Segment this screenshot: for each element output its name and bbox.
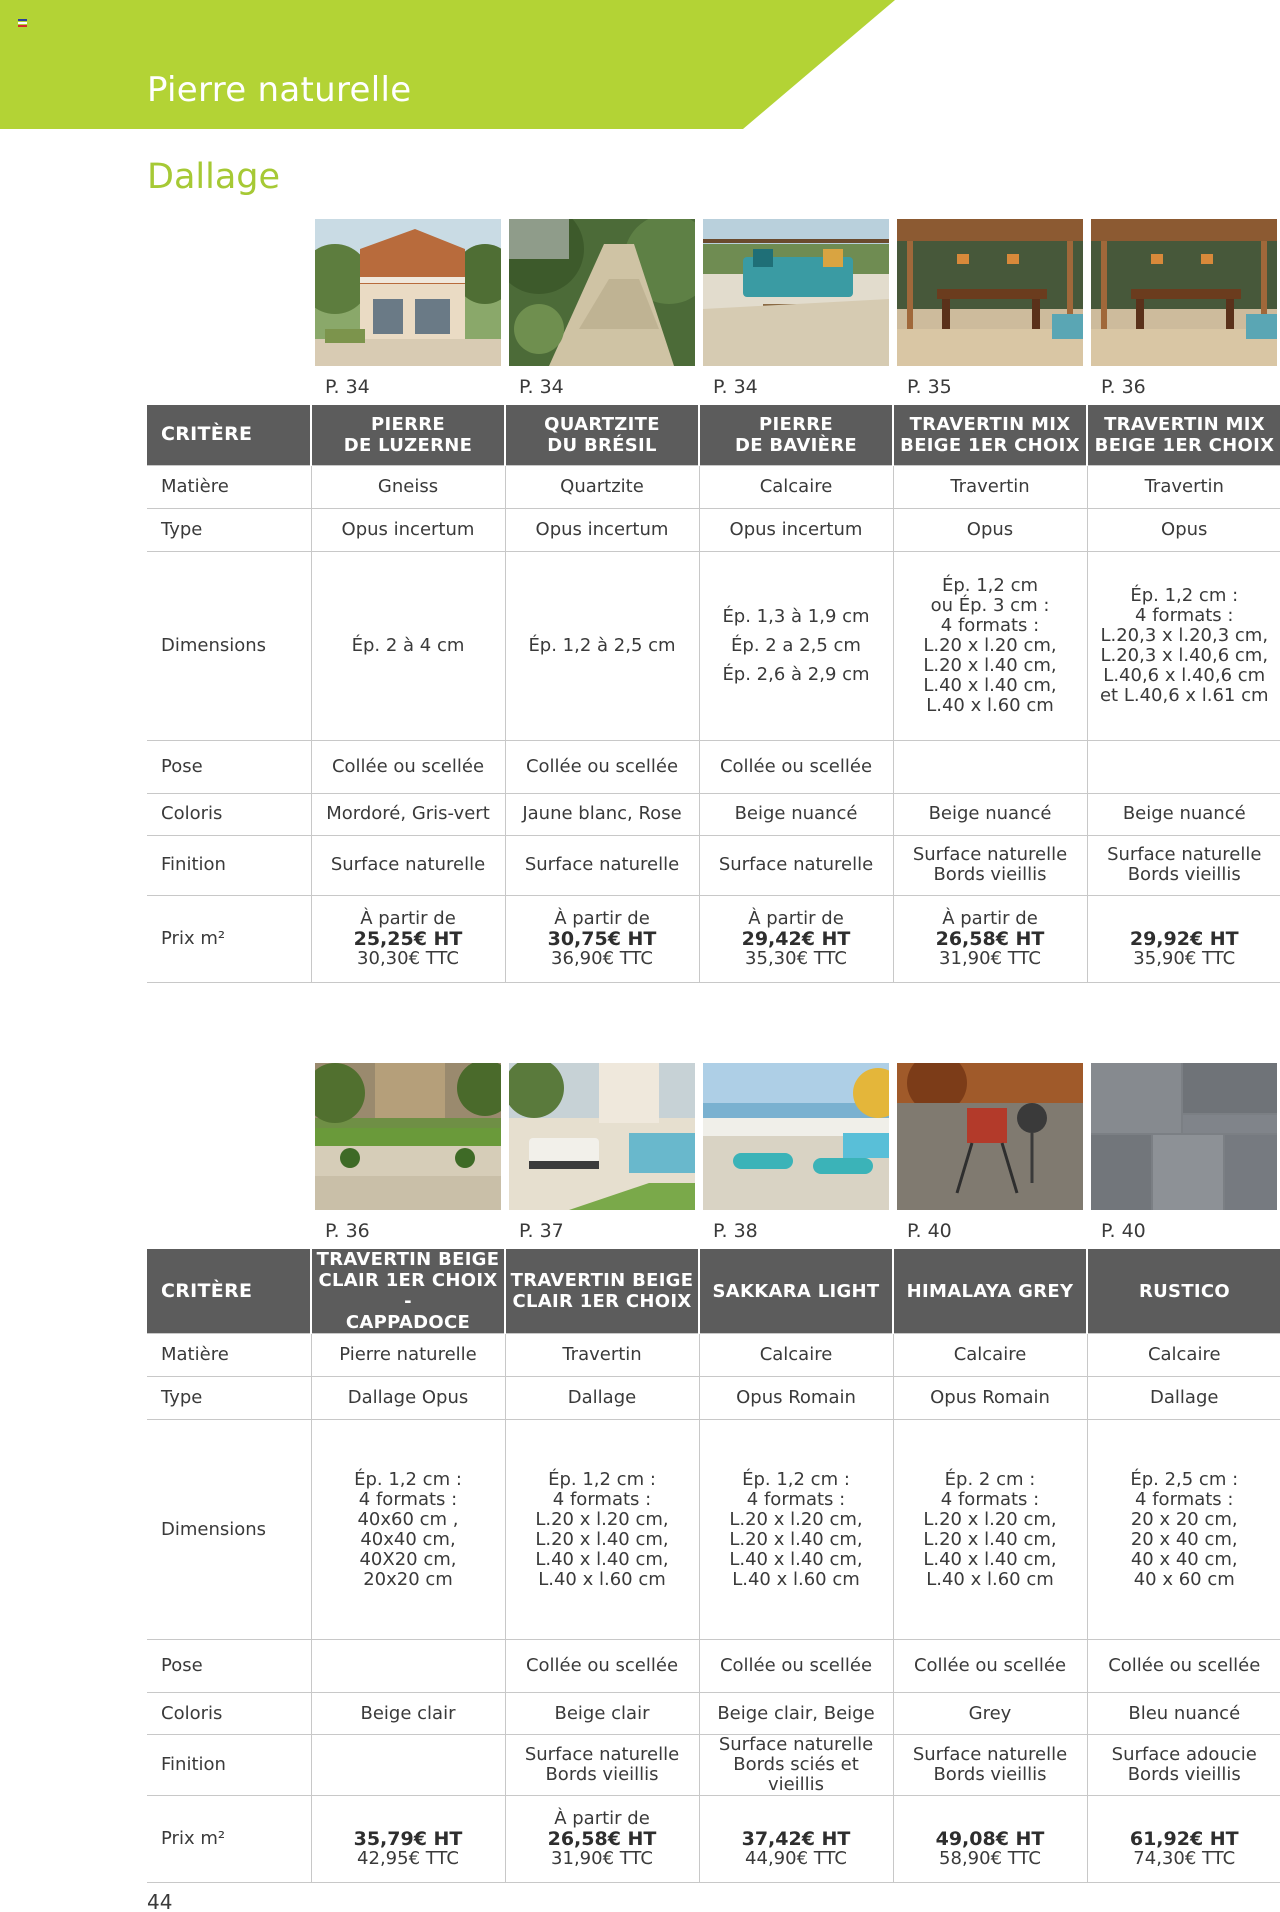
- product-header: PIERRE DE LUZERNE: [311, 405, 505, 465]
- photo-row-1: [147, 219, 1280, 366]
- table-cell: Dallage Opus: [311, 1377, 505, 1420]
- table-cell: Ép. 2 cm : 4 formats : L.20 x l.20 cm, L.20 x l.40 cm, L.40 x l.40 cm, L.40 x l.60 cm: [893, 1420, 1087, 1640]
- table-cell: Bleu nuancé: [1087, 1693, 1280, 1735]
- page-ref: P. 34: [325, 376, 370, 398]
- table-cell: Surface naturelle Bords vieillis: [505, 1735, 699, 1796]
- table-row-prix: [147, 895, 1280, 982]
- criteria-header: CRITÈRE: [147, 1249, 311, 1334]
- page-ref: P. 34: [713, 376, 758, 398]
- table-row-dimensions: [147, 551, 1280, 740]
- table-cell: Beige clair, Beige: [699, 1693, 893, 1735]
- price-cell: 35,79€ HT 42,95€ TTC: [311, 1796, 505, 1883]
- product-header: HIMALAYA GREY: [893, 1249, 1087, 1334]
- row-label: Coloris: [147, 793, 311, 835]
- product-header: PIERRE DE BAVIÈRE: [699, 405, 893, 465]
- table-cell: Surface adoucie Bords vieillis: [1087, 1735, 1280, 1796]
- table-cell: Beige nuancé: [699, 793, 893, 835]
- row-label: Prix m²: [147, 1796, 311, 1883]
- product-photo-garden-path: [509, 219, 695, 366]
- product-photo-terrace-sofa: [703, 219, 889, 366]
- row-label: Matière: [147, 1334, 311, 1377]
- row-label: Type: [147, 508, 311, 551]
- table-cell: Beige clair: [311, 1693, 505, 1735]
- row-label: Matière: [147, 465, 311, 508]
- table-cell: Calcaire: [699, 465, 893, 508]
- price-cell: À partir de 25,25€ HT 30,30€ TTC: [311, 895, 505, 982]
- table-cell: Collée ou scellée: [311, 740, 505, 793]
- table-cell: Calcaire: [893, 1334, 1087, 1377]
- table-header-row: [147, 1249, 1280, 1334]
- table-cell: Ép. 1,2 cm ou Ép. 3 cm : 4 formats : L.20 x l.20 cm, L.20 x l.40 cm, L.40 x l.40 cm, L.40 x l.60 cm: [893, 551, 1087, 740]
- table-cell: Ép. 1,2 cm : 4 formats : L.20 x l.20 cm, L.20 x l.40 cm, L.40 x l.40 cm, L.40 x l.60 cm: [699, 1420, 893, 1640]
- table-cell: Ép. 1,3 à 1,9 cm Ép. 2 a 2,5 cm Ép. 2,6 à 2,9 cm: [699, 551, 893, 740]
- table-cell: Surface naturelle Bords vieillis: [1087, 835, 1280, 895]
- product-photo-patio-chairs: [897, 1063, 1083, 1210]
- product-header: RUSTICO: [1087, 1249, 1280, 1334]
- table-row-prix: [147, 1796, 1280, 1883]
- table-cell: [893, 740, 1087, 793]
- page-ref: P. 37: [519, 1220, 564, 1242]
- product-photo-grey-stone: [1091, 1063, 1277, 1210]
- table-cell: Beige nuancé: [1087, 793, 1280, 835]
- table-row-type: [147, 1377, 1280, 1420]
- table-cell: Collée ou scellée: [699, 740, 893, 793]
- table-cell: Collée ou scellée: [505, 740, 699, 793]
- table-cell: Collée ou scellée: [893, 1640, 1087, 1693]
- table-header-row: [147, 405, 1280, 465]
- section-title: Pierre naturelle: [147, 70, 412, 110]
- table-cell: Opus: [1087, 508, 1280, 551]
- table-cell: Beige clair: [505, 1693, 699, 1735]
- row-label: Prix m²: [147, 895, 311, 982]
- row-label: Type: [147, 1377, 311, 1420]
- row-label: Coloris: [147, 1693, 311, 1735]
- product-block-1: [147, 219, 1280, 969]
- product-header: QUARTZITE DU BRÉSIL: [505, 405, 699, 465]
- page-ref: P. 40: [907, 1220, 952, 1242]
- row-label: Finition: [147, 835, 311, 895]
- product-photo-garden-wall: [315, 1063, 501, 1210]
- page-ref: P. 36: [1101, 376, 1146, 398]
- table-cell: Collée ou scellée: [1087, 1640, 1280, 1693]
- product-photo-house-balcony: [315, 219, 501, 366]
- product-photo-pergola-dining: [897, 219, 1083, 366]
- table-cell: Grey: [893, 1693, 1087, 1735]
- product-header: TRAVERTIN BEIGE CLAIR 1ER CHOIX - CAPPADOCE: [311, 1249, 505, 1334]
- page-ref: P. 36: [325, 1220, 370, 1242]
- table-cell: Ép. 1,2 cm : 4 formats : L.20,3 x l.20,3 cm, L.20,3 x l.40,6 cm, L.40,6 x l.40,6 cm et L.40,6 x l.61 cm: [1087, 551, 1280, 740]
- table-cell: Opus incertum: [311, 508, 505, 551]
- price-cell: À partir de 26,58€ HT 31,90€ TTC: [505, 1796, 699, 1883]
- table-cell: [311, 1735, 505, 1796]
- header-band: [0, 0, 895, 129]
- price-cell: 29,92€ HT 35,90€ TTC: [1087, 895, 1280, 982]
- table-row-coloris: [147, 1693, 1280, 1735]
- table-row-dimensions: [147, 1420, 1280, 1640]
- table-cell: Ép. 2 à 4 cm: [311, 551, 505, 740]
- product-header: TRAVERTIN MIX BEIGE 1ER CHOIX: [1087, 405, 1280, 465]
- table-row-coloris: [147, 793, 1280, 835]
- product-photo-poolside-lounge: [509, 1063, 695, 1210]
- price-cell: À partir de 30,75€ HT 36,90€ TTC: [505, 895, 699, 982]
- table-cell: Ép. 2,5 cm : 4 formats : 20 x 20 cm, 20 x 40 cm, 40 x 40 cm, 40 x 60 cm: [1087, 1420, 1280, 1640]
- table-cell: Calcaire: [1087, 1334, 1280, 1377]
- spec-table-2: [147, 1249, 1280, 1883]
- table-cell: Dallage: [1087, 1377, 1280, 1420]
- page-ref: P. 35: [907, 376, 952, 398]
- table-row-type: [147, 508, 1280, 551]
- price-cell: À partir de 29,42€ HT 35,30€ TTC: [699, 895, 893, 982]
- page-number: 44: [147, 1890, 173, 1912]
- table-row-finition: [147, 1735, 1280, 1796]
- table-cell: Surface naturelle Bords vieillis: [893, 835, 1087, 895]
- table-cell: Gneiss: [311, 465, 505, 508]
- table-cell: Opus incertum: [505, 508, 699, 551]
- table-cell: Surface naturelle: [505, 835, 699, 895]
- table-row-pose: [147, 740, 1280, 793]
- table-cell: Opus Romain: [699, 1377, 893, 1420]
- product-header: SAKKARA LIGHT: [699, 1249, 893, 1334]
- row-label: Pose: [147, 1640, 311, 1693]
- table-cell: Opus incertum: [699, 508, 893, 551]
- table-cell: Ép. 1,2 cm : 4 formats : L.20 x l.20 cm, L.20 x l.40 cm, L.40 x l.40 cm, L.40 x l.60 cm: [505, 1420, 699, 1640]
- price-cell: 49,08€ HT 58,90€ TTC: [893, 1796, 1087, 1883]
- product-block-2: [147, 1063, 1280, 1869]
- table-cell: Surface naturelle Bords sciés et vieillis: [699, 1735, 893, 1796]
- table-cell: Travertin: [505, 1334, 699, 1377]
- table-cell: Calcaire: [699, 1334, 893, 1377]
- table-cell: Jaune blanc, Rose: [505, 793, 699, 835]
- table-cell: Dallage: [505, 1377, 699, 1420]
- row-label: Finition: [147, 1735, 311, 1796]
- row-label: Pose: [147, 740, 311, 793]
- table-cell: Ép. 1,2 cm : 4 formats : 40x60 cm , 40x40 cm, 40X20 cm, 20x20 cm: [311, 1420, 505, 1640]
- page-ref: P. 34: [519, 376, 564, 398]
- product-header: TRAVERTIN MIX BEIGE 1ER CHOIX: [893, 405, 1087, 465]
- table-cell: Collée ou scellée: [699, 1640, 893, 1693]
- table-cell: Travertin: [1087, 465, 1280, 508]
- table-cell: Ép. 1,2 à 2,5 cm: [505, 551, 699, 740]
- product-header: TRAVERTIN BEIGE CLAIR 1ER CHOIX: [505, 1249, 699, 1334]
- row-label: Dimensions: [147, 551, 311, 740]
- table-cell: Pierre naturelle: [311, 1334, 505, 1377]
- table-cell: [1087, 740, 1280, 793]
- criteria-header: CRITÈRE: [147, 405, 311, 465]
- table-cell: Quartzite: [505, 465, 699, 508]
- price-cell: 37,42€ HT 44,90€ TTC: [699, 1796, 893, 1883]
- table-cell: [311, 1640, 505, 1693]
- table-cell: Surface naturelle: [311, 835, 505, 895]
- table-cell: Surface naturelle Bords vieillis: [893, 1735, 1087, 1796]
- product-photo-sea-view-terrace: [703, 1063, 889, 1210]
- table-row-pose: [147, 1640, 1280, 1693]
- table-cell: Surface naturelle: [699, 835, 893, 895]
- sub-title: Dallage: [147, 157, 281, 197]
- table-cell: Opus Romain: [893, 1377, 1087, 1420]
- page-ref: P. 38: [713, 1220, 758, 1242]
- table-cell: Mordoré, Gris-vert: [311, 793, 505, 835]
- table-row-matiere: [147, 465, 1280, 508]
- price-cell: À partir de 26,58€ HT 31,90€ TTC: [893, 895, 1087, 982]
- product-photo-pergola-dining-2: [1091, 219, 1277, 366]
- table-cell: Opus: [893, 508, 1087, 551]
- table-cell: Travertin: [893, 465, 1087, 508]
- spec-table-1: [147, 405, 1280, 983]
- photo-row-2: [147, 1063, 1280, 1210]
- table-row-matiere: [147, 1334, 1280, 1377]
- price-cell: 61,92€ HT 74,30€ TTC: [1087, 1796, 1280, 1883]
- page-ref: P. 40: [1101, 1220, 1146, 1242]
- table-cell: Beige nuancé: [893, 793, 1087, 835]
- french-flag-icon: [18, 19, 27, 26]
- row-label: Dimensions: [147, 1420, 311, 1640]
- table-cell: Collée ou scellée: [505, 1640, 699, 1693]
- table-row-finition: [147, 835, 1280, 895]
